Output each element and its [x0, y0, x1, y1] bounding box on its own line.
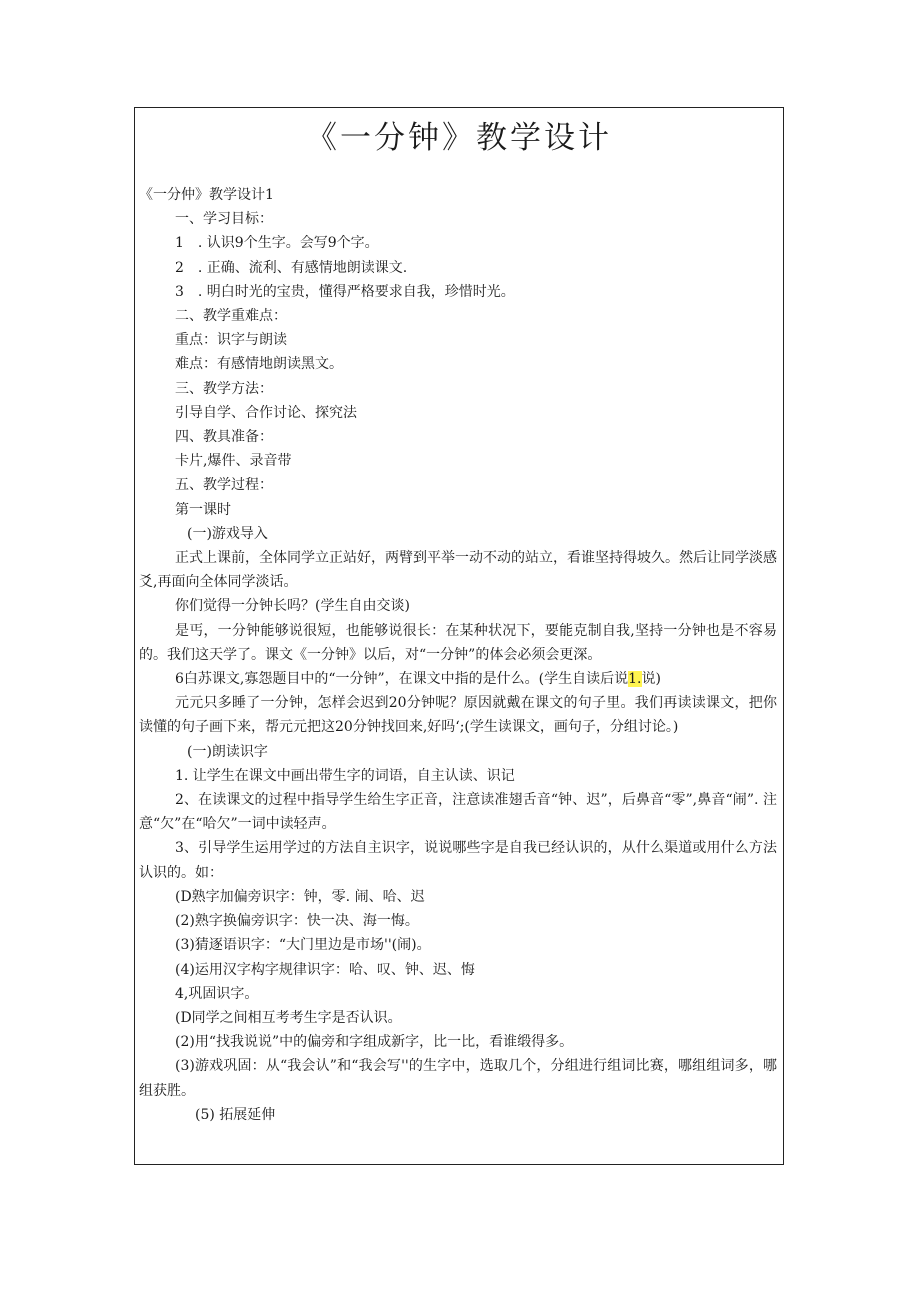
item-4-1: (D同学之间相互考考生字是否认识。 [175, 1009, 402, 1026]
heading-methods: 三、教学方法： [175, 380, 273, 397]
paragraph-1: 正式上课前，全体同学立正站好，两臂到平举一动不动的站立，看谁坚持得坡久。然后让同学淡感爻,再面向全体同学淡话。 [139, 550, 777, 591]
item-3-1: (D熟字加偏旁识字：钟，零. 闹、哈、迟 [175, 888, 425, 905]
paragraph-4 [139, 667, 777, 691]
item-4-2: (2)用“找我说说”中的偏旁和字组成新字，比一比，看谁缎得多。 [175, 1034, 574, 1051]
heading-key-points: 二、教学重难点： [175, 308, 287, 325]
heading-tools: 四、教具准备： [175, 429, 273, 446]
section-reading: (一)朗读识字 [187, 743, 268, 760]
goal-3: 3 . 明白时光的宝贵，懂得严格要求自我，珍惜时光。 [175, 283, 515, 300]
section-extension: (5) 拓展延伸 [195, 1106, 276, 1123]
item-4: 4,巩固识字。 [175, 985, 259, 1002]
item-4-3: (3)游戏巩固：从“我会认”和“我会写''的生字中，选取几个，分组进行组词比赛，哪组组词多，哪组获胜。 [139, 1058, 777, 1099]
tools: 卡片,爆件、录音带 [175, 453, 292, 470]
document-body [139, 183, 777, 1127]
subtitle: 《一分仲》教学设计1 [139, 187, 274, 203]
goal-2: 2 . 正确、流利、有感情地朗读课文. [175, 259, 408, 276]
section-game-intro: (一)游戏导入 [187, 525, 268, 542]
paragraph-5: 元元只多睡了一分钟，怎样会迟到20分钟呢？原因就戴在课文的句子里。我们再读读课文，把你读懂的句子画下来，帮元元把这20分钟找回来,好吗‘;(学生读课文，画句子，分组讨论。) [139, 695, 777, 736]
item-1: 1. 让学生在课文中画出带生字的词语，自主认读、识记 [175, 767, 515, 784]
item-3-2: (2)熟字换偏旁识字：快一决、海一悔。 [175, 913, 419, 930]
paragraph-4-text: 6白苏课文,寡怨题目中的“一分钟”，在课文中指的是什么。(学生自读后说 [175, 671, 629, 688]
key-point: 重点：识字与朗读 [175, 332, 287, 349]
paragraph-2: 你们觉得一分钟长吗？(学生自由交谈) [175, 598, 410, 615]
page-title: 《一分钟》教学设计 [306, 120, 612, 156]
goal-1: 1 . 认识9个生字。会写9个字。 [175, 235, 379, 252]
paragraph-3: 是丐，一分钟能够说很短，也能够说很长：在某种状况下，要能克制自我,坚持一分钟也是不容易的。我们这天学了。课文《一分钟》以后，对“一分钟”的体会必须会更深。 [139, 622, 777, 663]
item-3-4: (4)运用汉字构字规律识字：哈、叹、钟、迟、悔 [175, 961, 475, 978]
highlight-mark: 1. [628, 671, 642, 688]
document-frame [134, 107, 784, 1165]
methods: 引导自学、合作讨论、探究法 [175, 404, 357, 421]
heading-goals: 一、学习目标： [175, 211, 273, 228]
difficult-point: 难点：有感情地朗读黑文。 [175, 356, 343, 373]
item-2: 2、在读课文的过程中指导学生给生字正音，注意读准翅舌音“钟、迟”，后鼻音“零”,鼻音“闹”. 注意“欠”在“哈欠”一词中读轻声。 [139, 792, 777, 833]
item-3: 3、引导学生运用学过的方法自主识字，说说哪些字是自我已经认识的，从什么渠道或用什么方法认识的。如： [139, 840, 777, 881]
item-3-3: (3)猜逐语识字：“大门里边是市场''(闹)。 [175, 937, 431, 954]
heading-process: 五、教学过程： [175, 477, 273, 494]
first-lesson: 第一课时 [175, 501, 231, 518]
paragraph-4-end: 说) [641, 671, 661, 688]
